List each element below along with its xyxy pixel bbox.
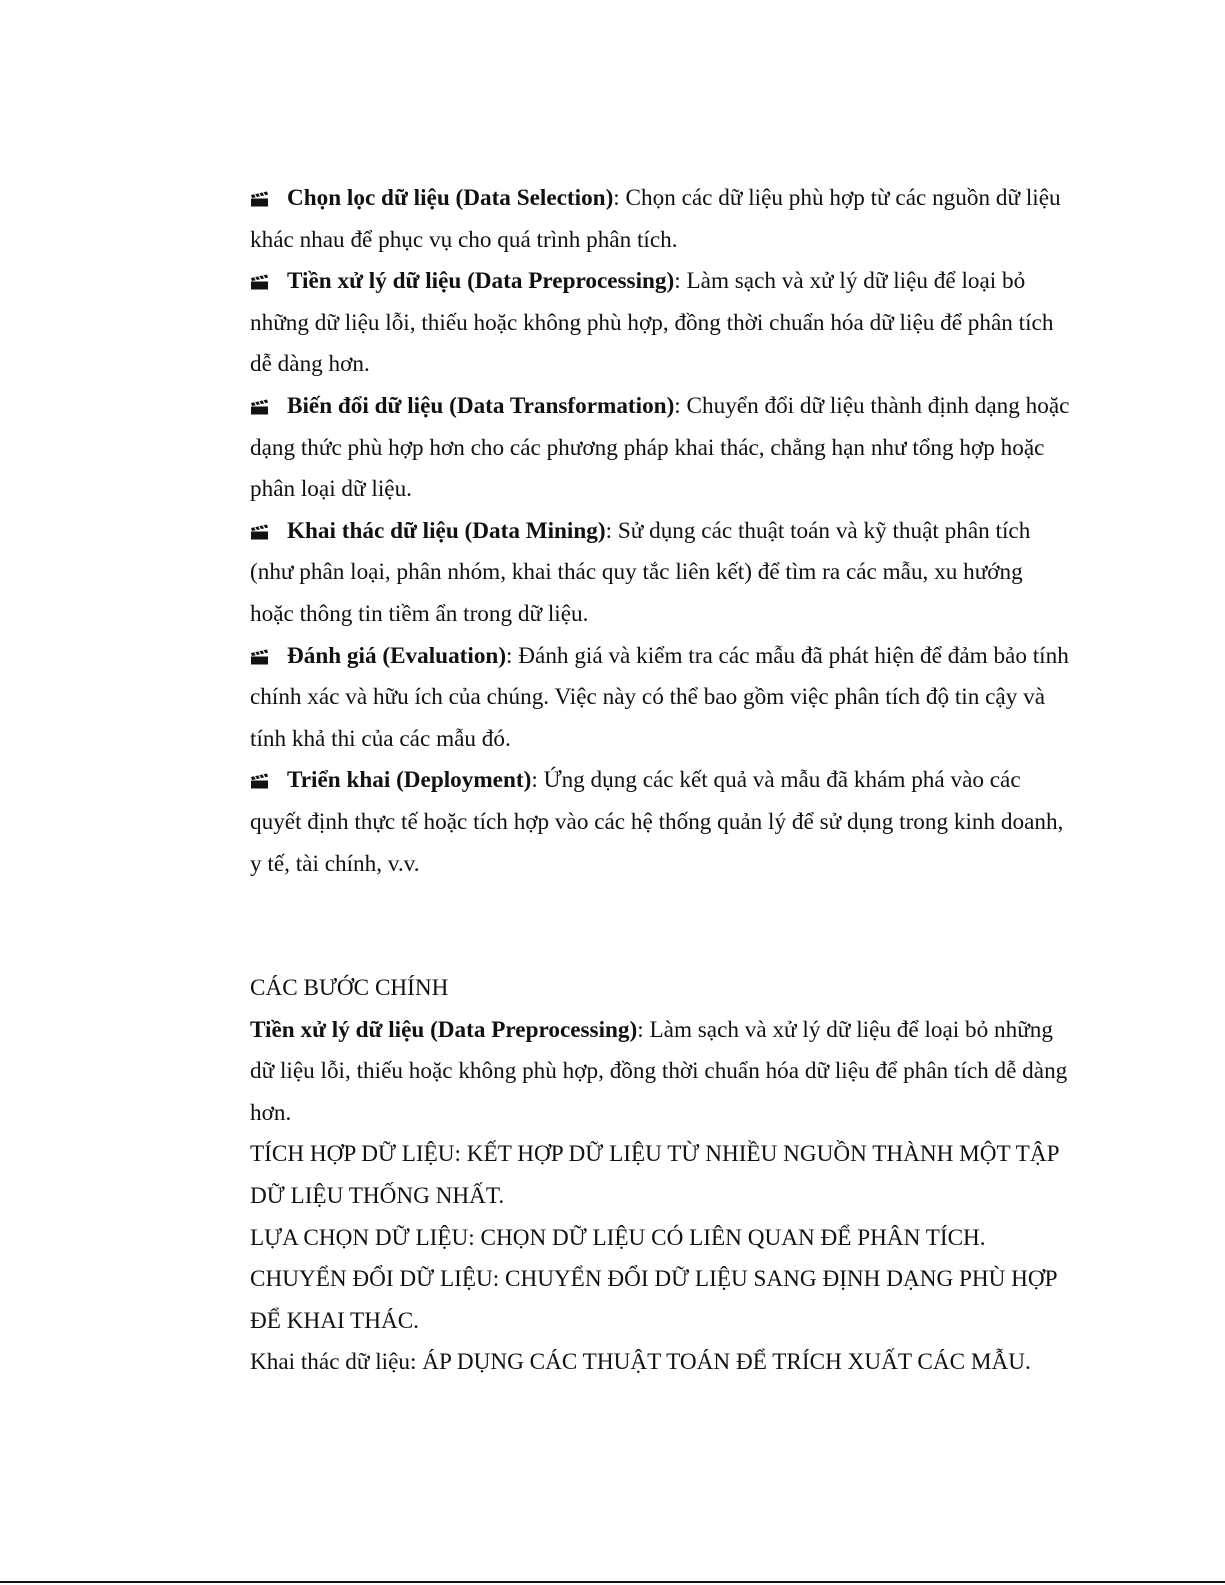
step-deployment: [250, 760, 1070, 885]
step-data-transformation: [250, 386, 1070, 511]
step-separator: :: [613, 185, 620, 211]
step-title: Đánh giá (Evaluation): [287, 642, 507, 669]
step-description: Sử dụng các thuật toán và kỹ thuật phân tích (như phân loại, phân nhóm, khai thác quy tắc liên kết) để tìm ra các mẫu, xu hướng hoặc thông tin tiềm ẩn trong dữ liệu.: [250, 517, 1031, 627]
step-data-selection: [250, 178, 1070, 261]
section-spacer: [250, 885, 1070, 968]
step-description: Đánh giá và kiểm tra các mẫu đã phát hiện để đảm bảo tính chính xác và hữu ích của chúng. Việc này có thể bao gồm việc phân tích độ tin cậy và tính khả thi của các mẫu đó.: [250, 642, 1069, 752]
step-description: Chọn các dữ liệu phù hợp từ các nguồn dữ liệu khác nhau để phục vụ cho quá trình phân tích.: [250, 185, 1061, 253]
step-data-preprocessing: [250, 261, 1070, 386]
clapperboard-icon: [250, 178, 287, 220]
step-title: Khai thác dữ liệu (Data Mining): [287, 517, 606, 544]
main-step-description: Làm sạch và xử lý dữ liệu để loại bỏ những dữ liệu lỗi, thiếu hoặc không phù hợp, đồng thời chuẩn hóa dữ liệu để phân tích dễ dàng hơn.: [250, 1016, 1068, 1126]
step-description: Chuyển đổi dữ liệu thành định dạng hoặc dạng thức phù hợp hơn cho các phương pháp khai thác, chẳng hạn như tổng hợp hoặc phân loại dữ liệu.: [250, 392, 1070, 503]
main-steps-heading: CÁC BƯỚC CHÍNH: [250, 975, 449, 1002]
main-step-separator: :: [637, 1016, 644, 1043]
step-evaluation: [250, 636, 1070, 761]
step-title: Biến đổi dữ liệu (Data Transformation): [287, 392, 675, 419]
main-step-title: Tiền xử lý dữ liệu (Data Preprocessing): [250, 1016, 638, 1043]
step-data-mining: [250, 511, 1070, 636]
main-step-integration: TÍCH HỢP DỮ LIỆU: KẾT HỢP DỮ LIỆU TỪ NHIỀU NGUỒN THÀNH MỘT TẬP DỮ LIỆU THỐNG NHẤT.: [250, 1141, 1059, 1210]
step-title: Triển khai (Deployment): [287, 767, 532, 794]
clapperboard-icon: [250, 511, 287, 553]
step-description: Ứng dụng các kết quả và mẫu đã khám phá vào các quyết định thực tế hoặc tích hợp vào các hệ thống quản lý để sử dụng trong kinh doanh, y tế, tài chính, v.v.: [250, 767, 1064, 877]
step-title: Chọn lọc dữ liệu (Data Selection): [287, 185, 614, 211]
main-step-preprocessing: [250, 1010, 1070, 1135]
step-separator: :: [674, 392, 681, 419]
step-separator: :: [531, 767, 538, 794]
clapperboard-icon: [250, 261, 287, 303]
main-step-mining: Khai thác dữ liệu: ÁP DỤNG CÁC THUẬT TOÁN ĐỂ TRÍCH XUẤT CÁC MẪU.: [250, 1349, 1031, 1376]
step-description: Làm sạch và xử lý dữ liệu để loại bỏ những dữ liệu lỗi, thiếu hoặc không phù hợp, đồng thời chuẩn hóa dữ liệu để phân tích dễ dàng hơn.: [250, 268, 1054, 378]
document-content: [250, 178, 1070, 1384]
main-step-selection: LỰA CHỌN DỮ LIỆU: CHỌN DỮ LIỆU CÓ LIÊN QUAN ĐỂ PHÂN TÍCH.: [250, 1224, 986, 1251]
step-separator: :: [506, 642, 513, 669]
clapperboard-icon: [250, 760, 287, 802]
step-separator: :: [674, 268, 681, 295]
page-bottom-rule: [0, 1581, 1225, 1583]
clapperboard-icon: [250, 386, 287, 428]
clapperboard-icon: [250, 636, 287, 678]
step-title: Tiền xử lý dữ liệu (Data Preprocessing): [287, 268, 675, 295]
main-step-transformation: CHUYỂN ĐỔI DỮ LIỆU: CHUYỂN ĐỔI DỮ LIỆU SANG ĐỊNH DẠNG PHÙ HỢP ĐỂ KHAI THÁC.: [250, 1266, 1057, 1334]
step-separator: :: [605, 517, 613, 544]
